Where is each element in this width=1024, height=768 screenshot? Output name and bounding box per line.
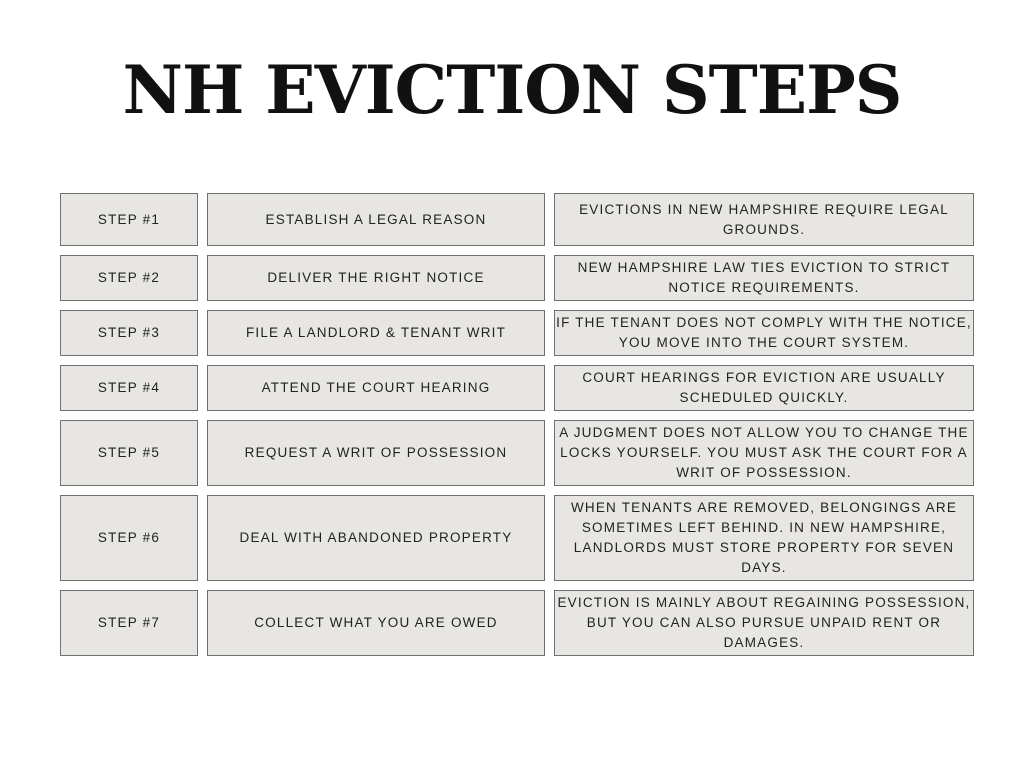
step-number: STEP #1 — [60, 193, 198, 246]
step-number: STEP #5 — [60, 420, 198, 486]
step-description: WHEN TENANTS ARE REMOVED, BELONGINGS ARE SOMETIMES LEFT BEHIND. IN NEW HAMPSHIRE, LANDLORDS MUST STORE PROPERTY FOR SEVEN DAYS. — [554, 495, 974, 581]
step-row — [60, 495, 974, 581]
step-description: EVICTIONS IN NEW HAMPSHIRE REQUIRE LEGAL GROUNDS. — [554, 193, 974, 246]
step-description: NEW HAMPSHIRE LAW TIES EVICTION TO STRICT NOTICE REQUIREMENTS. — [554, 255, 974, 301]
step-number: STEP #3 — [60, 310, 198, 356]
steps-table — [60, 193, 974, 665]
step-action: DEAL WITH ABANDONED PROPERTY — [207, 495, 545, 581]
step-number: STEP #2 — [60, 255, 198, 301]
step-action: ATTEND THE COURT HEARING — [207, 365, 545, 411]
step-action: FILE A LANDLORD & TENANT WRIT — [207, 310, 545, 356]
step-row — [60, 420, 974, 486]
step-number: STEP #6 — [60, 495, 198, 581]
step-description: IF THE TENANT DOES NOT COMPLY WITH THE NOTICE, YOU MOVE INTO THE COURT SYSTEM. — [554, 310, 974, 356]
step-row — [60, 255, 974, 301]
step-number: STEP #4 — [60, 365, 198, 411]
step-description: A JUDGMENT DOES NOT ALLOW YOU TO CHANGE THE LOCKS YOURSELF. YOU MUST ASK THE COURT FOR A WRIT OF POSSESSION. — [554, 420, 974, 486]
step-number: STEP #7 — [60, 590, 198, 656]
step-action: COLLECT WHAT YOU ARE OWED — [207, 590, 545, 656]
step-description: COURT HEARINGS FOR EVICTION ARE USUALLY SCHEDULED QUICKLY. — [554, 365, 974, 411]
step-row — [60, 310, 974, 356]
page-title: NH EVICTION STEPS — [122, 51, 902, 129]
step-row — [60, 365, 974, 411]
step-action: ESTABLISH A LEGAL REASON — [207, 193, 545, 246]
step-action: DELIVER THE RIGHT NOTICE — [207, 255, 545, 301]
step-row — [60, 193, 974, 246]
step-row — [60, 590, 974, 656]
step-action: REQUEST A WRIT OF POSSESSION — [207, 420, 545, 486]
step-description: EVICTION IS MAINLY ABOUT REGAINING POSSESSION, BUT YOU CAN ALSO PURSUE UNPAID RENT OR DAMAGES. — [554, 590, 974, 656]
